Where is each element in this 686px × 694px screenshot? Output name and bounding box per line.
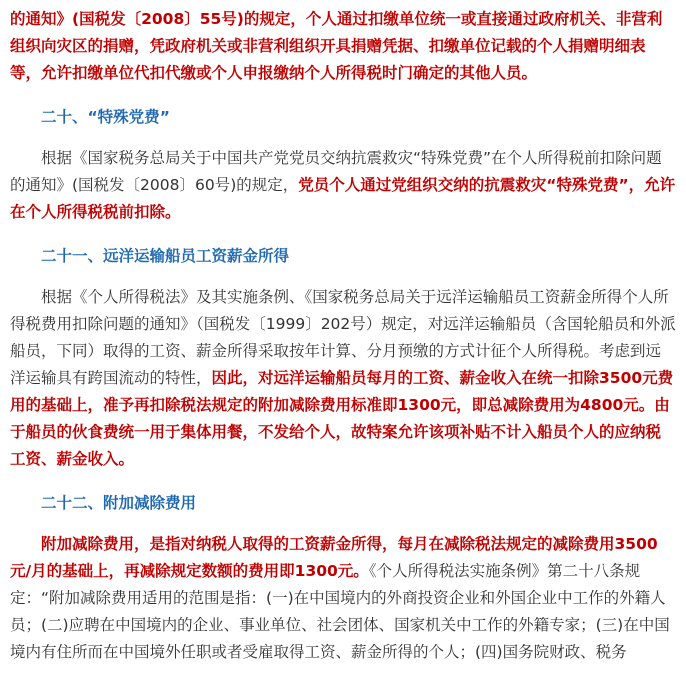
section-22-heading: 二十二、附加减除费用: [41, 494, 197, 512]
section-22-body-text: 《个人所得税法实施条例》第二十八条规定：“附加减除费用适用的范围是指：(一)在中国境内的外商投资企业和外国企业中工作的外籍人员；(二)应聘在中国境内的企业、事业单位、社会团体、国家机关中工作的外籍专家；(三)在中国境内有住所而在中国境外任职或者受雇取得工资、薪金所得的个人；(四)国务院财政、税务: [10, 562, 670, 661]
section-21-paragraph: [10, 284, 676, 473]
section-21-red-text: 因此，对远洋运输船员每月的工资、薪金收入在统一扣除3500元费用的基础上，准予再扣除税法规定的附加减除费用标准即1300元，即总减除费用为4800元。由于船员的伙食费统一用于集体用餐，不发给个人，故特案允许该项补贴不计入船员个人的应纳税工资、薪金收入。: [10, 369, 674, 468]
section-22-red-text: 附加减除费用，是指对纳税人取得的工资薪金所得，每月在减除税法规定的减除费用3500元/月的基础上，再减除规定数额的费用即1300元。: [10, 535, 658, 580]
section-21-heading: 二十一、远洋运输船员工资薪金所得: [41, 247, 290, 265]
section-19-red-text: 的通知》(国税发〔2008〕55号)的规定，个人通过扣缴单位统一或直接通过政府机关、非营利组织向灾区的捐赠，凭政府机关或非营利组织开具捐赠凭据、扣缴单位记载的个人捐赠明细表等，允许扣缴单位代扣代缴或个人申报缴纳个人所得税时门确定的其他人员。: [10, 10, 663, 82]
section-20-body-text: 根据《国家税务总局关于中国共产党党员交纳抗震救灾“特殊党费”在个人所得税前扣除问题的通知》(国税发〔2008〕60号)的规定，: [10, 149, 662, 194]
section-21-body-text: 根据《个人所得税法》及其实施条例、《国家税务总局关于远洋运输船员工资薪金所得个人所得税费用扣除问题的通知》（国税发〔1999〕202号）规定，对远洋运输船员（含国轮船员和外派船员，下同）取得的工资、薪金所得采取按年计算、分月预缴的方式计征个人所得税。考虑到远洋运输具有跨国流动的特性，: [10, 288, 676, 387]
section-19-tail: [10, 6, 676, 87]
section-22-paragraph: [10, 531, 676, 666]
section-20-red-text: 党员个人通过党组织交纳的抗震救灾“特殊党费”，允许在个人所得税税前扣除。: [10, 176, 676, 221]
section-20-paragraph: [10, 145, 676, 226]
section-20-heading: 二十、“特殊党费”: [41, 108, 170, 126]
